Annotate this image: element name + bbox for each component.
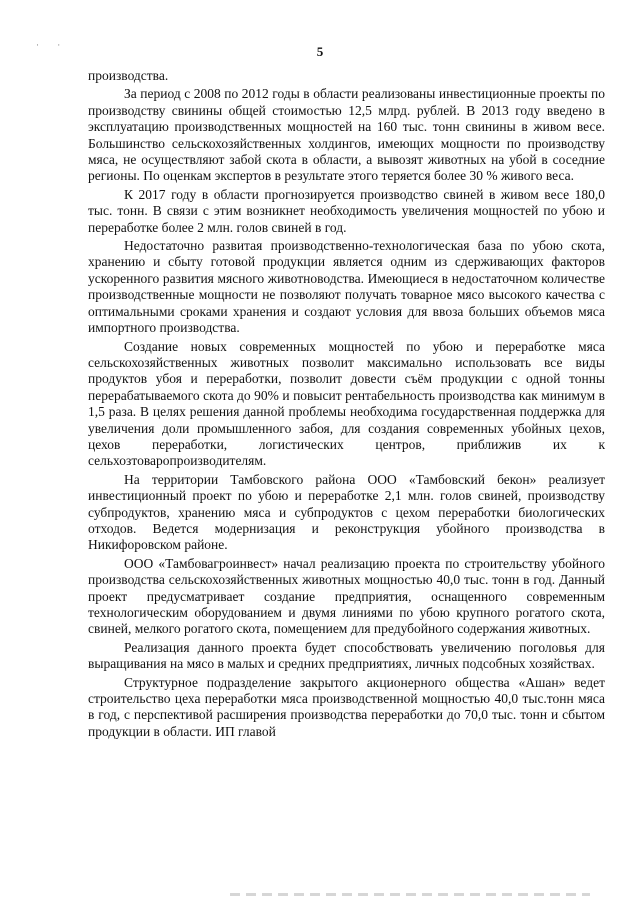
paragraph-new-capacities: Создание новых современных мощностей по убою и переработке мяса сельскохозяйственных животных позволит максимально использовать все виды продуктов убоя и переработки, позволит довести съём продукции с одной тонны перерабатываемого скота до 90% и повысит рентабельность производства как минимум в 1,5 раза. В целях решения данной проблемы необходима государственная поддержка для увеличения доли промышленного забоя, для создания современных убойных цехов, цехов переработки, логистических центров, приближив их к сельхозтоваропроизводителям. [88,338,605,469]
paragraph-forecast-2017: К 2017 году в области прогнозируется производство свиней в живом весе 180,0 тыс. тонн. В связи с этим возникнет необходимость увеличения мощностей по убою и переработке более 2 млн. голов свиней в год. [88,186,605,235]
paragraph-project-impact: Реализация данного проекта будет способствовать увеличению поголовья для выращивания на мясо в малых и средних предприятиях, личных подсобных хозяйствах. [88,639,605,672]
scan-bottom-edge [230,893,590,896]
paragraph-production-base: Недостаточно развитая производственно-технологическая база по убою скота, хранению и сбыту готовой продукции является одним из сдерживающих факторов ускоренного развития мясного животноводства. Имеющиеся в недостаточном количестве производственные мощности не позволяют получать товарное мясо высокого качества с оптимальными сроками хранения и создают условия для ввоза больших объемов мяса импортного производства. [88,238,605,336]
paragraph-investment-projects: За период с 2008 по 2012 годы в области реализованы инвестиционные проекты по производству свинины общей стоимостью 12,5 млрд. рублей. В 2013 году введено в эксплуатацию производственных мощностей на 160 тыс. тонн свинины в живом весе. Большинство сельскохозяйственных холдингов, имеющих мощности по производству мяса, не осуществляют забой скота в области, а вывозят животных на убой в соседние регионы. По оценкам экспертов в результате этого теряется более 30 % живого веса. [88,86,605,184]
paragraph-auchan: Структурное подразделение закрытого акционерного общества «Ашан» ведет строительство цеха переработки мяса производственной мощностью 40,0 тыс.тонн мяса в год, с перспективой расширения производства переработки до 70,0 тыс. тонн и сбытом продукции в области. ИП главой [88,674,605,739]
paragraph-continuation: производства. [88,68,169,83]
page-number: 5 [316,44,324,59]
paragraph-tambovagroinvest: ООО «Тамбовагроинвест» начал реализацию проекта по строительству убойного производства сельскохозяйственных животных мощностью 40,0 тыс. тонн в год. Данный проект предусматривает создание предприятия, оснащенного современным технологическим оборудованием и двумя линиями по убою крупного рогатого скота, свиней, мелкого рогатого скота, помещением для предубойного содержания животных. [88,555,605,637]
paragraph-tambov-bacon: На территории Тамбовского района ООО «Тамбовский бекон» реализует инвестиционный проект по убою и переработке 2,1 млн. голов свиней, производству субпродуктов, хранению мяса и субпродуктов с цехом переработки биологических отходов. Ведется модернизация и реконструкция убойного производства в Никифоровском районе. [88,471,605,553]
document-body [88,68,605,742]
scan-marks: · · [36,40,69,50]
